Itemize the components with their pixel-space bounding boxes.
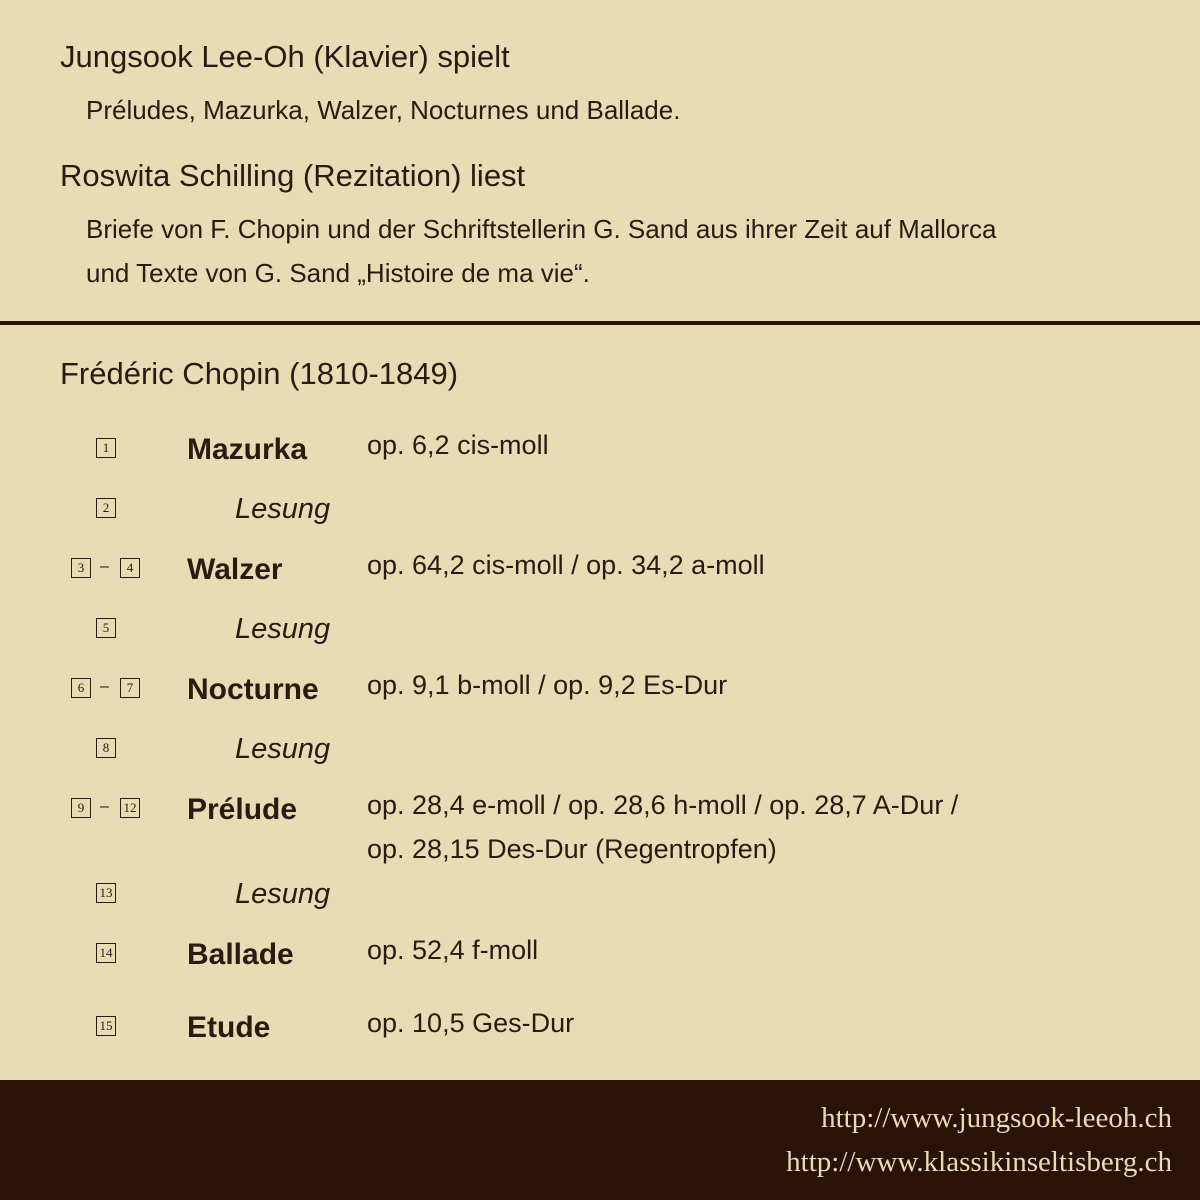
track-number-group <box>0 883 170 911</box>
footer-bar <box>0 1080 1200 1200</box>
reading-label: Lesung <box>235 878 331 910</box>
piece-title: Etude <box>187 1011 271 1044</box>
track-range-dash: – <box>100 678 109 695</box>
track-number-box: 12 <box>120 798 140 818</box>
reciter-heading: Roswita Schilling (Rezitation) liest <box>60 158 526 193</box>
pianist-heading: Jungsook Lee-Oh (Klavier) spielt <box>60 39 510 74</box>
reciter-text-line-2: und Texte von G. Sand „Histoire de ma vie“. <box>86 258 590 288</box>
piece-detail: op. 28,4 e-moll / op. 28,6 h-moll / op. 28,7 A-Dur / <box>367 790 959 820</box>
program-row <box>0 733 1200 786</box>
track-number-box: 14 <box>96 943 116 963</box>
piece-title: Ballade <box>187 938 294 971</box>
track-number-group <box>0 618 170 646</box>
track-number-group <box>0 498 170 526</box>
track-number-box: 3 <box>71 558 91 578</box>
reading-label: Lesung <box>235 613 331 645</box>
track-number-box: 15 <box>96 1016 116 1036</box>
track-number-box: 7 <box>120 678 140 698</box>
track-number-group <box>0 558 170 586</box>
track-number-box: 8 <box>96 738 116 758</box>
piece-detail: op. 9,1 b-moll / op. 9,2 Es-Dur <box>367 670 728 700</box>
track-number-group <box>0 438 170 466</box>
program-row <box>0 935 1200 991</box>
program-row <box>0 430 1200 486</box>
track-number-box: 4 <box>120 558 140 578</box>
track-number-box: 6 <box>71 678 91 698</box>
track-number-box: 9 <box>71 798 91 818</box>
track-number-box: 2 <box>96 498 116 518</box>
program-row <box>0 550 1200 606</box>
track-range-dash: – <box>100 798 109 815</box>
piece-title: Nocturne <box>187 673 319 706</box>
pianist-repertoire: Préludes, Mazurka, Walzer, Nocturnes und Ballade. <box>86 95 681 125</box>
website-link-jungsook[interactable]: http://www.jungsook-leeoh.ch <box>821 1102 1172 1134</box>
piece-detail: op. 10,5 Ges-Dur <box>367 1008 575 1038</box>
track-number-group <box>0 1016 170 1044</box>
track-number-group <box>0 678 170 706</box>
program-row <box>0 493 1200 546</box>
track-number-group <box>0 798 170 826</box>
reading-label: Lesung <box>235 733 331 765</box>
piece-title: Prélude <box>187 793 298 826</box>
program-row <box>0 613 1200 666</box>
piece-detail: op. 6,2 cis-moll <box>367 430 549 460</box>
track-range-dash: – <box>100 558 109 575</box>
track-number-box: 5 <box>96 618 116 638</box>
program-row <box>0 790 1200 878</box>
piece-title: Mazurka <box>187 433 308 466</box>
program-row <box>0 878 1200 931</box>
website-link-klassikinsel[interactable]: http://www.klassikinseltisberg.ch <box>786 1146 1172 1178</box>
program-row <box>0 1008 1200 1064</box>
piece-detail: op. 64,2 cis-moll / op. 34,2 a-moll <box>367 550 765 580</box>
track-number-group <box>0 943 170 971</box>
track-number-box: 13 <box>96 883 116 903</box>
piece-detail: op. 52,4 f-moll <box>367 935 539 965</box>
reciter-text-line-1: Briefe von F. Chopin und der Schriftstellerin G. Sand aus ihrer Zeit auf Mallorca <box>86 214 997 244</box>
piece-detail-continued: op. 28,15 Des-Dur (Regentropfen) <box>367 834 777 864</box>
track-number-group <box>0 738 170 766</box>
piece-title: Walzer <box>187 553 283 586</box>
track-number-box: 1 <box>96 438 116 458</box>
composer-heading: Frédéric Chopin (1810-1849) <box>60 356 459 391</box>
reading-label: Lesung <box>235 493 331 525</box>
program-row <box>0 670 1200 726</box>
